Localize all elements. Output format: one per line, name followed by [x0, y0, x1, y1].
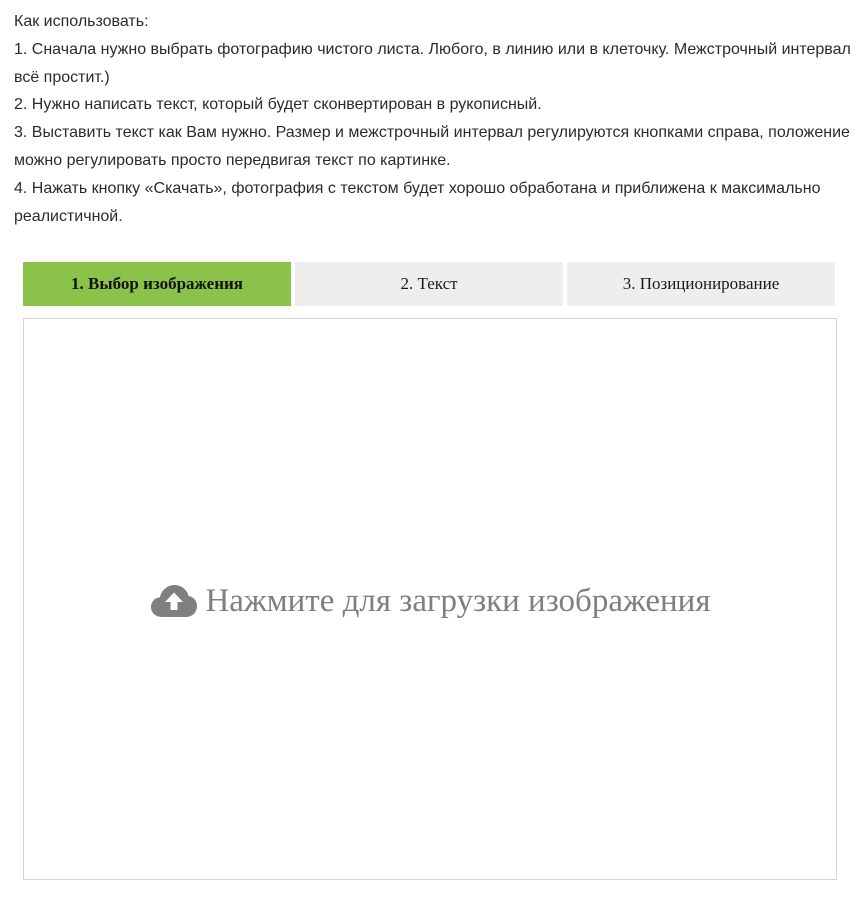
upload-label: Нажмите для загрузки изображения: [205, 582, 711, 619]
tab-text[interactable]: 2. Текст: [295, 262, 563, 306]
instruction-step-2: 2. Нужно написать текст, который будет сконвертирован в рукописный.: [14, 96, 542, 114]
instructions-heading: Как использовать:: [14, 13, 149, 30]
step-tabs: [23, 262, 835, 306]
instruction-step-3: 3. Выставить текст как Вам нужно. Размер и межстрочный интервал регулируются кнопками справа, положение можно регулировать просто передвигая текст по картинке.: [14, 124, 850, 169]
image-upload-area[interactable]: [23, 318, 837, 880]
cloud-upload-icon: [151, 584, 197, 618]
tab-image-selection[interactable]: 1. Выбор изображения: [23, 262, 291, 306]
instruction-step-1: 1. Сначала нужно выбрать фотографию чистого листа. Любого, в линию или в клеточку. Межстрочный интервал всё простит.): [14, 40, 851, 86]
tab-positioning[interactable]: 3. Позиционирование: [567, 262, 835, 306]
instructions: [14, 8, 854, 230]
instruction-step-4: 4. Нажать кнопку «Скачать», фотография с текстом будет хорошо обработана и приближена к максимально реалистичной.: [14, 179, 821, 225]
upload-prompt[interactable]: [151, 583, 710, 620]
